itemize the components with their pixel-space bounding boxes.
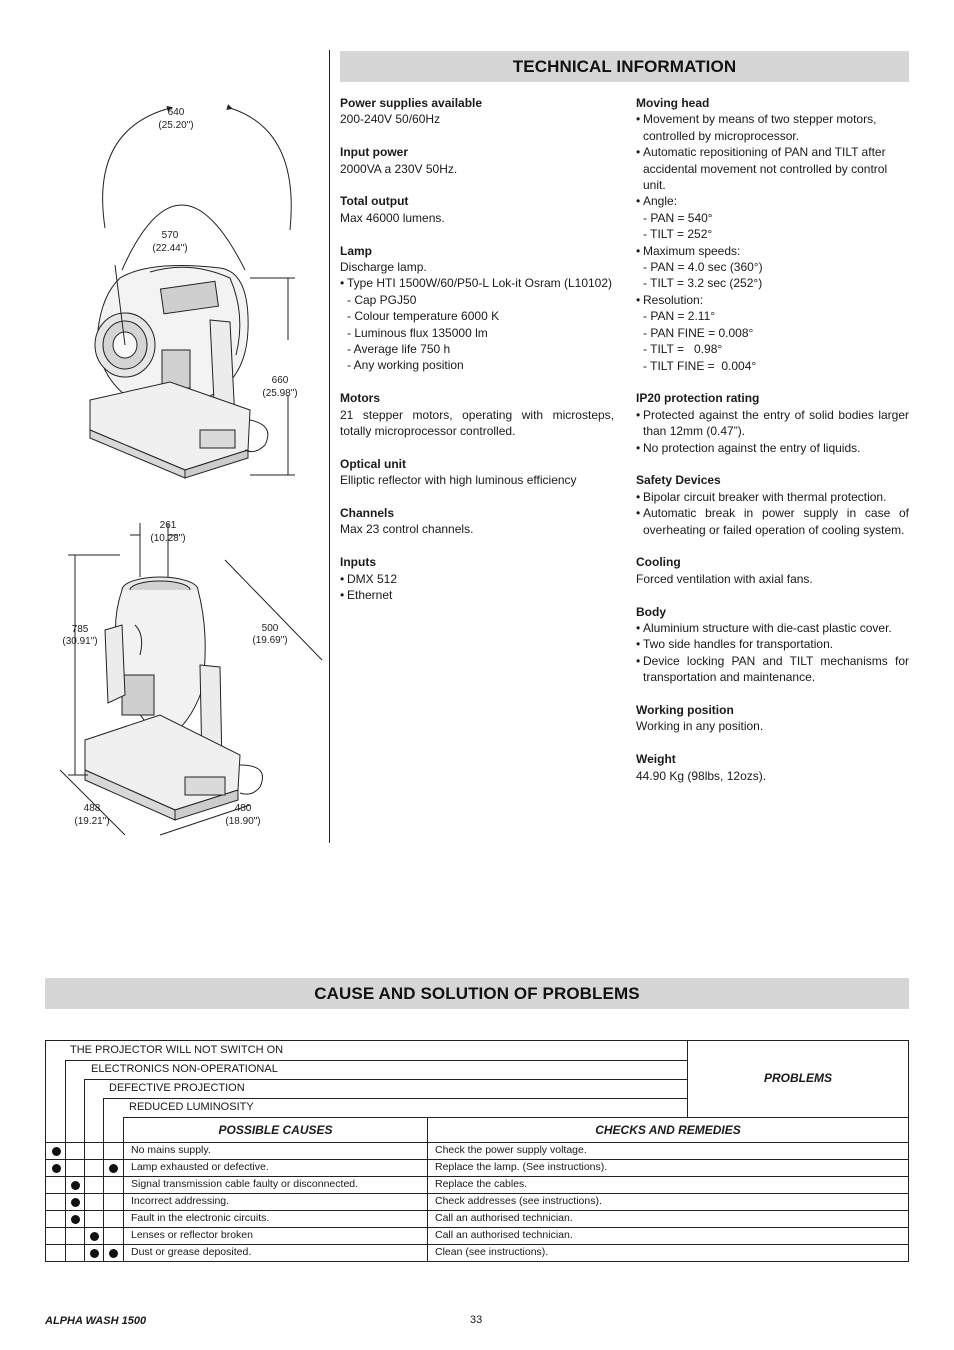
section-heading: Moving head	[636, 96, 710, 110]
moving-head-bullet: • Maximum speeds:	[636, 243, 909, 259]
lamp-subline: - Luminous flux 135000 lm	[347, 325, 488, 340]
power-supplies-block	[340, 95, 614, 128]
section-heading: Inputs	[340, 555, 376, 570]
cause-cell: Lenses or reflector broken	[131, 1229, 253, 1241]
dim-261-in: (10.28")	[150, 533, 186, 544]
lamp-type-bullet: • Type HTI 1500W/60/P50-L Lok-it Osram (L10102)	[340, 275, 614, 291]
remedy-cell: Clean (see instructions).	[435, 1246, 549, 1258]
remedy-cell: Call an authorised technician.	[435, 1229, 573, 1241]
spec-text: 44.90 Kg (98lbs, 12ozs).	[636, 768, 767, 783]
cause-cell: Fault in the electronic circuits.	[131, 1212, 270, 1224]
dim-570: 570	[161, 230, 179, 241]
safety-bullet: • Bipolar circuit breaker with thermal protection.	[636, 489, 909, 505]
section-heading: Cooling	[636, 555, 681, 570]
lamp-subline: - Average life 750 h	[347, 342, 451, 357]
symptom-reduced-luminosity: REDUCED LUMINOSITY	[129, 1101, 254, 1113]
section-heading: Weight	[636, 752, 676, 767]
res-tilt-fine: - TILT FINE = 0.004°	[643, 358, 757, 373]
checks-and-remedies-header: CHECKS AND REMEDIES	[595, 1123, 741, 1137]
lamp-subline: - Cap PGJ50	[347, 292, 417, 307]
spec-text: 200-240V 50/60Hz	[340, 112, 441, 127]
section-heading: Safety Devices	[636, 473, 721, 488]
dim-570-in: (22.44")	[152, 243, 188, 254]
tech-left-column	[340, 95, 614, 620]
section-heading: Optical unit	[340, 456, 406, 471]
symptom-mark-dot	[71, 1215, 80, 1224]
section-heading: Working position	[636, 702, 734, 717]
possible-causes-header: POSSIBLE CAUSES	[218, 1123, 333, 1137]
symptom-mark-dot	[90, 1249, 99, 1258]
spec-text: Max 23 control channels.	[340, 522, 474, 537]
remedy-cell: Check addresses (see instructions).	[435, 1195, 602, 1207]
spec-text: 21 stepper motors, operating with microsteps, totally microprocessor controlled.	[340, 407, 614, 439]
cause-cell: Signal transmission cable faulty or disconnected.	[131, 1178, 359, 1190]
input-bullet: • DMX 512	[340, 571, 614, 587]
ip20-bullet: • Protected against the entry of solid bodies larger than 12mm (0.47”).	[636, 407, 909, 440]
dim-261: 261	[159, 520, 177, 531]
res-tilt: - TILT = 0.98°	[643, 342, 723, 357]
dim-640: 640	[167, 107, 185, 118]
cooling-block	[636, 554, 909, 587]
body-bullet: • Aluminium structure with die-cast plastic cover.	[636, 620, 909, 636]
page-number: 33	[470, 1314, 483, 1326]
angle-pan: - PAN = 540°	[643, 210, 713, 225]
moving-head-block	[636, 95, 909, 374]
spec-text: 2000VA a 230V 50Hz.	[340, 161, 458, 176]
remedy-cell: Call an authorised technician.	[435, 1212, 573, 1224]
bottom-dimension-drawing	[50, 515, 330, 855]
footer-product-name: ALPHA WASH 1500	[45, 1315, 147, 1327]
symptom-mark-dot	[52, 1164, 61, 1173]
top-dimension-drawing	[50, 100, 320, 490]
problems-table	[45, 1040, 909, 1262]
symptom-defective-projection: DEFECTIVE PROJECTION	[109, 1082, 245, 1094]
moving-head-bullet: • Resolution:	[636, 292, 909, 308]
section-heading: Lamp	[340, 243, 373, 258]
section-heading: Body	[636, 604, 666, 619]
section-heading: Motors	[340, 391, 380, 406]
speed-pan: - PAN = 4.0 sec (360°)	[643, 260, 763, 275]
dim-660: 660	[271, 375, 289, 386]
angle-tilt: - TILT = 252°	[643, 227, 713, 242]
remedy-cell: Check the power supply voltage.	[435, 1144, 587, 1156]
section-heading: Input power	[340, 145, 408, 160]
total-output-block	[340, 193, 614, 226]
body-bullet: • Two side handles for transportation.	[636, 636, 909, 652]
lamp-subline: - Colour temperature 6000 K	[347, 309, 500, 324]
symptom-mark-dot	[109, 1249, 118, 1258]
cause-cell: No mains supply.	[131, 1144, 211, 1156]
dim-785-in: (30.91")	[62, 636, 98, 647]
spec-text: Forced ventilation with axial fans.	[636, 571, 813, 586]
symptom-mark-dot	[52, 1147, 61, 1156]
tech-right-column	[636, 95, 909, 800]
safety-block	[636, 472, 909, 538]
problems-header: PROBLEMS	[763, 1071, 832, 1085]
body-bullet: • Device locking PAN and TILT mechanisms for transportation and maintenance.	[636, 653, 909, 686]
section-heading: IP20 protection rating	[636, 391, 760, 406]
section-heading: Total output	[340, 194, 409, 209]
remedy-cell: Replace the cables.	[435, 1178, 528, 1190]
cause-cell: Dust or grease deposited.	[131, 1246, 252, 1258]
remedy-cell: Replace the lamp. (See instructions).	[435, 1161, 608, 1173]
moving-head-bullet: • Movement by means of two stepper motors, controlled by microprocessor.	[636, 111, 909, 144]
spec-text: Max 46000 lumens.	[340, 210, 445, 225]
lamp-block	[340, 243, 614, 374]
weight-block	[636, 751, 909, 784]
dim-640-in: (25.20")	[158, 120, 194, 131]
column-divider	[329, 50, 330, 843]
inputs-block	[340, 554, 614, 603]
dim-660-in: (25.98")	[262, 388, 298, 399]
section-heading: Channels	[340, 506, 395, 521]
cause-cell: Lamp exhausted or defective.	[131, 1161, 269, 1173]
dim-500: 500	[261, 623, 279, 634]
dim-480-in: (18.90")	[225, 816, 261, 827]
body-block	[636, 604, 909, 686]
optical-unit-block	[340, 456, 614, 489]
dim-488-in: (19.21")	[74, 816, 110, 827]
moving-head-bullet: • Angle:	[636, 193, 909, 209]
dim-500-in: (19.69")	[252, 635, 288, 646]
spec-text: Working in any position.	[636, 719, 764, 734]
motors-block	[340, 390, 614, 439]
moving-head-bullet: • Automatic repositioning of PAN and TILT after accidental movement not controlled by control unit.	[636, 144, 909, 193]
input-bullet: • Ethernet	[340, 587, 614, 603]
ip20-block	[636, 390, 909, 456]
speed-tilt: - TILT = 3.2 sec (252°)	[643, 276, 763, 291]
symptom-mark-dot	[71, 1181, 80, 1190]
cause-cell: Incorrect addressing.	[131, 1195, 230, 1207]
input-power-block	[340, 144, 614, 177]
working-position-block	[636, 702, 909, 735]
dim-488: 488	[83, 803, 101, 814]
lamp-subline: - Any working position	[347, 358, 464, 373]
ip20-bullet: • No protection against the entry of liquids.	[636, 440, 909, 456]
channels-block	[340, 505, 614, 538]
spec-text: Discharge lamp.	[340, 260, 427, 275]
technical-information-title: TECHNICAL INFORMATION	[340, 51, 909, 82]
res-pan-fine: - PAN FINE = 0.008°	[643, 325, 754, 340]
cause-and-solution-title: CAUSE AND SOLUTION OF PROBLEMS	[45, 978, 909, 1009]
symptom-mark-dot	[90, 1232, 99, 1241]
dim-480: 480	[234, 803, 252, 814]
dim-785: 785	[71, 624, 89, 635]
symptom-no-switch-on: THE PROJECTOR WILL NOT SWITCH ON	[70, 1044, 284, 1056]
spec-text: Elliptic reflector with high luminous efficiency	[340, 473, 577, 488]
safety-bullet: • Automatic break in power supply in case of overheating or failed operation of cooling system.	[636, 505, 909, 538]
symptom-mark-dot	[71, 1198, 80, 1207]
symptom-mark-dot	[109, 1164, 118, 1173]
section-heading: Power supplies available	[340, 96, 483, 110]
res-pan: - PAN = 2.11°	[643, 309, 716, 324]
symptom-electronics: ELECTRONICS NON-OPERATIONAL	[91, 1063, 278, 1075]
